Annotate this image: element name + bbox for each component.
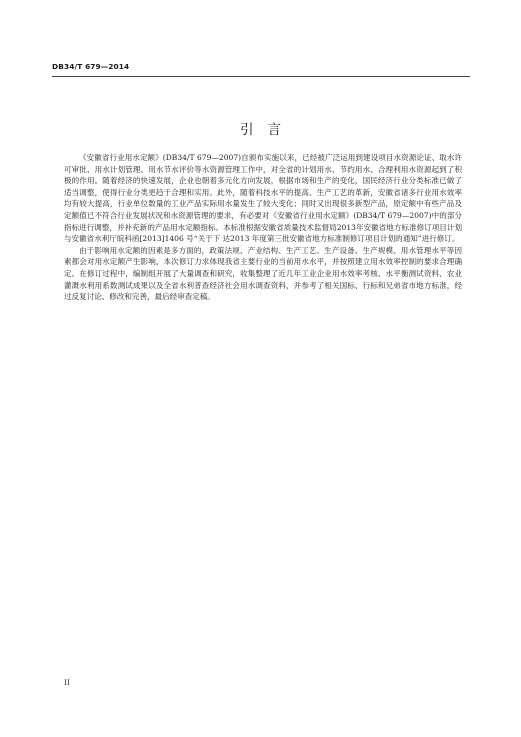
introduction-body [64,152,462,303]
page-number: II [64,678,70,687]
header-divider [52,76,470,77]
paragraph-1: 《安徽省行业用水定额》(DB34/T 679—2007)自颁布实施以来，已经被广泛运用到建设项目水资源论证、取水许可审批、用水计划管理、用水节水评价等水资源管理工作中，对全省的计划用水、节约用水、合理利用水资源起到了积极的作用。随着经济的快速发展，企业也朝着多元化方向发展，根据市场和生产的变化，国民经济行业分类标准已做了适当调整，使得行业分类更趋于合理和实用。此外，随着科技水平的提高、生产工艺的革新，安徽省诸多行业用水效率均有较大提高，行业单位数量的工业产品实际用水量发生了较大变化；同时又出现很多新型产品，原定额中有些产品及定额值已不符合行业发展状况和水资源管理的要求，有必要对《安徽省行业用水定额》(DB34/T 679—2007)中的部分指标进行调整，并补充新的产品用水定额指标。本标准根据安徽省质量技术监督局2013年安徽省地方标准修订项目计划与安徽省水利厅皖科函[2013]1406 号“关于下 达2013 年度第三批安徽省地方标准制修订项目计划的通知”进行修订。 [64,153,462,244]
paragraph-2: 由于影响用水定额的因素是多方面的，政策法规、产业结构、生产工艺、生产设备、生产规模、用水管理水平等因素都会对用水定额产生影响，本次修订力求体现我省主要行业的当前用水水平，并按照建立用水效率控制的要求合理确定。在修订过程中，编制组开展了大量调查和研究，收集整理了近几年工业企业用水效率考核、水平衡测试资料、农业灌溉水利用系数测试成果以及全省水利普查经济社会用水调查资料，并参考了相关国标、行标和兄弟省市地方标准，经过反复讨论、修改和完善，最后经审查定稿。 [64,245,462,302]
section-title: 引言 [240,122,295,138]
document-code-header: DB34/T 679—2014 [52,62,130,71]
